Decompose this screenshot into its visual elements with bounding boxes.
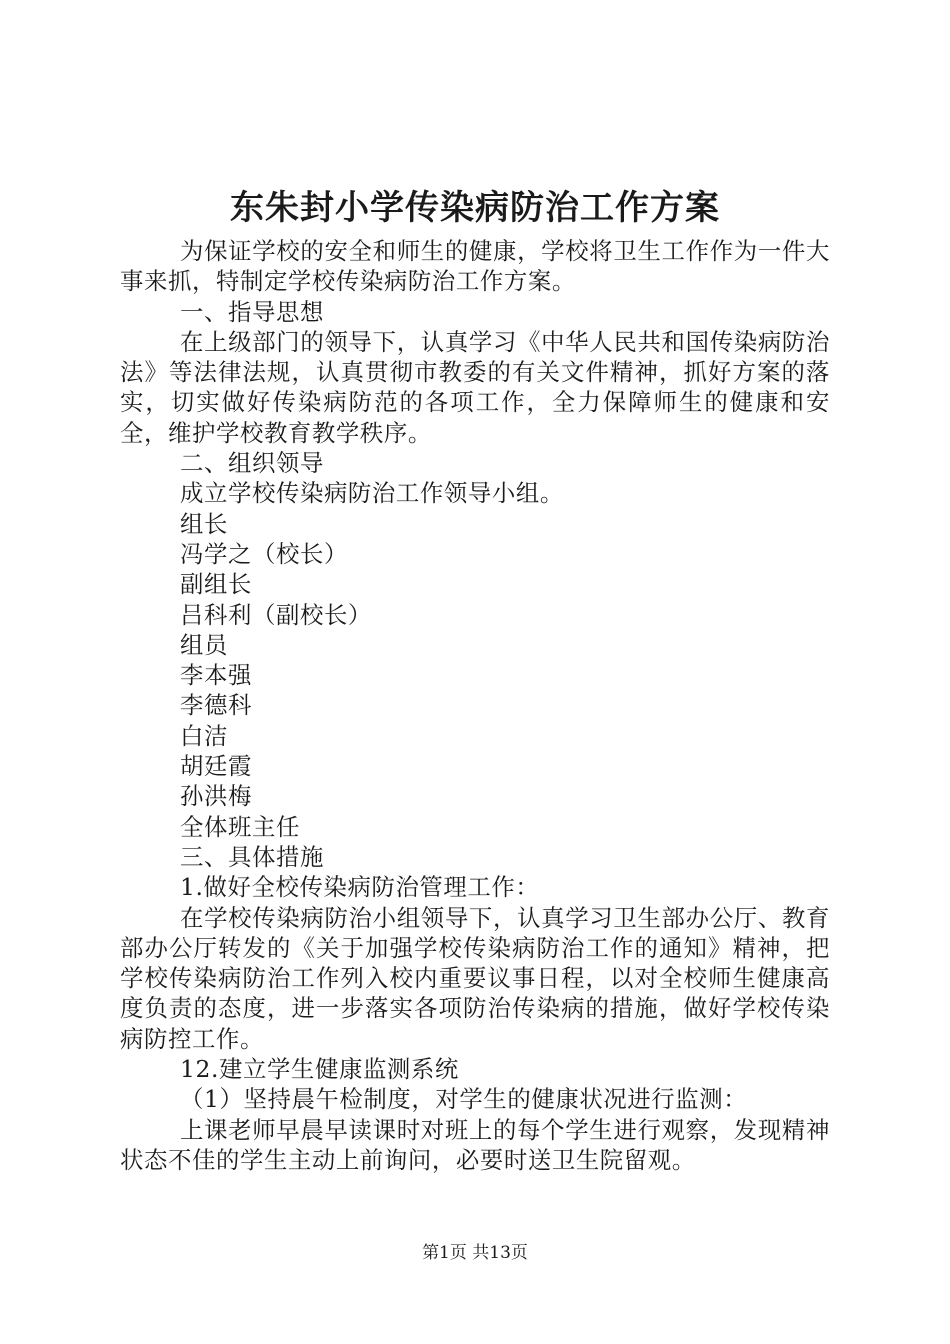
measure-heading: 12.建立学生健康监测系统 xyxy=(180,1055,459,1084)
member-name: 李德科 xyxy=(180,691,252,720)
section-heading-guiding-thought: 一、指导思想 xyxy=(180,297,324,326)
role-members: 组员 xyxy=(180,630,228,659)
role-leader: 组长 xyxy=(180,509,228,538)
measure-paragraph: 上课老师早晨早读课时对班上的每个学生进行观察，发现精神状态不佳的学生主动上前询问，必要时送卫生院留观。 xyxy=(120,1115,830,1174)
member-name: 孙洪梅 xyxy=(180,782,252,811)
intro-paragraph: 为保证学校的安全和师生的健康，学校将卫生工作作为一件大事来抓，特制定学校传染病防治工作方案。 xyxy=(120,237,830,296)
document-body xyxy=(120,236,830,1175)
member-name: 全体班主任 xyxy=(180,812,300,841)
member-name: 冯学之（校长） xyxy=(180,539,348,568)
section-heading-measures: 三、具体措施 xyxy=(180,842,324,871)
member-name: 白洁 xyxy=(180,721,228,750)
guiding-thought-paragraph: 在上级部门的领导下，认真学习《中华人民共和国传染病防治法》等法律法规，认真贯彻市教委的有关文件精神，抓好方案的落实，切实做好传染病防范的各项工作，全力保障师生的健康和安全，维护学校教育教学秩序。 xyxy=(120,327,830,447)
organization-paragraph: 成立学校传染病防治工作领导小组。 xyxy=(180,479,564,508)
member-name: 胡廷霞 xyxy=(180,752,252,781)
role-deputy-leader: 副组长 xyxy=(180,570,252,599)
sub-measure-heading: （1）坚持晨午检制度，对学生的健康状况进行监测： xyxy=(180,1085,748,1114)
member-name: 吕科利（副校长） xyxy=(180,600,372,629)
measure-heading: 1.做好全校传染病防治管理工作： xyxy=(180,873,540,902)
member-name: 李本强 xyxy=(180,661,252,690)
document-title: 东朱封小学传染病防治工作方案 xyxy=(230,188,720,228)
measure-paragraph: 在学校传染病防治小组领导下，认真学习卫生部办公厅、教育部办公厅转发的《关于加强学校传染病防治工作的通知》精神，把学校传染病防治工作列入校内重要议事日程，以对全校师生健康高度负责的态度，进一步落实各项防治传染病的措施，做好学校传染病防控工作。 xyxy=(120,903,830,1053)
section-heading-organization: 二、组织领导 xyxy=(180,449,324,478)
page-footer: 第1页 共13页 xyxy=(422,1243,528,1263)
